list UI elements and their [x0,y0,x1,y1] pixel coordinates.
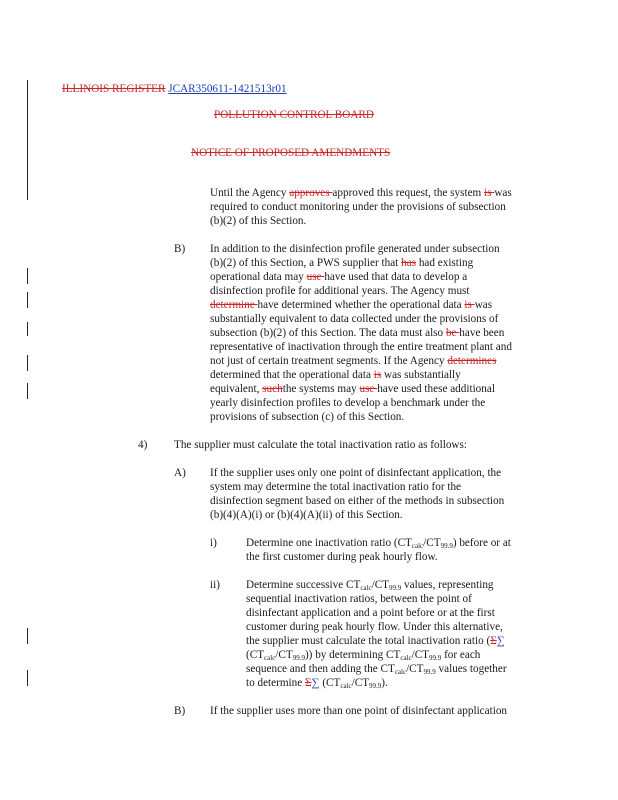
paragraph-line: determine have determined whether the operational data is was [210,299,493,311]
paragraph-line: subsection (b)(2) of this Section. The data must also be have been [210,327,505,339]
paragraph-line: the supplier must calculate the total inactivation ratio (Σ∑ [246,635,505,647]
paragraph-line: In addition to the disinfection profile generated under subsection [210,243,500,255]
paragraph-line: disinfection profile for additional years. The Agency must [210,285,470,297]
paragraph-line: disinfection segment based on either of the methods in subsection [210,495,505,507]
paragraph-line: sequential inactivation ratios, between the point of [246,593,472,605]
paragraph-line: yearly disinfection profiles to develop a benchmark under the [210,397,486,409]
item-marker: i) [210,537,217,549]
item-marker: A) [174,467,186,479]
paragraph-line: determined that the operational data is was substantially [210,369,461,381]
paragraph-line: required to conduct monitoring under the provisions of subsection [210,201,506,213]
change-bar [27,628,28,644]
change-bar [27,322,28,336]
item-marker: B) [174,243,186,255]
change-bar [27,383,28,399]
change-bar [27,670,28,686]
jcar-code: JCAR350611-1421513r01 [168,83,287,95]
paragraph-line: operational data may use have used that data to develop a [210,271,468,283]
paragraph-line: Determine one inactivation ratio $(CT_{calc}/CT_{99.9})$ before or at [246,537,511,550]
change-bar [27,355,28,371]
paragraph-line: (b)(2) of this Section, a PWS supplier that has had existing [210,257,474,269]
paragraph-line: provisions of subsection (c) of this Section. [210,411,405,423]
register-title: ILLINOIS REGISTER [62,83,166,95]
paragraph-line: substantially equivalent to data collected under the provisions of [210,313,499,325]
paragraph-line: equivalent, suchthe systems may use have used these additional [210,383,495,395]
paragraph-line: If the supplier uses more than one point of disinfectant application [210,705,508,717]
paragraph-line: Determine successive $CT_{calc}/CT_{99.9}$ values, representing [246,579,494,592]
paragraph-line: not just of certain treatment segments. If the Agency determines [210,355,497,367]
paragraph-line: $(CT_{calc}/CT_{99.9})$) by determining $CT_{calc}/CT_{99.9}$ for each [246,649,481,662]
paragraph-line: customer during peak hourly flow. Under this alternative, [246,621,503,633]
register-header [62,82,287,96]
item-marker: 4) [138,439,148,451]
paragraph-line: (b)(4)(A)(i) or (b)(4)(A)(ii) of this Section. [210,509,403,521]
paragraph-line: (b)(2) of this Section. [210,215,307,227]
change-bar [27,268,28,284]
board-title: POLLUTION CONTROL BOARD [214,109,374,121]
paragraph-line: The supplier must calculate the total inactivation ratio as follows: [174,439,467,451]
item-marker: B) [174,705,186,717]
paragraph-line: system may determine the total inactivation ratio for the [210,481,462,493]
paragraph-line: Until the Agency approves approved this request, the system is was [210,187,512,199]
item-marker: ii) [210,579,220,591]
change-bar [27,292,28,308]
paragraph-line: representative of inactivation through the entire treatment plant and [210,341,512,353]
notice-title: NOTICE OF PROPOSED AMENDMENTS [191,147,391,159]
paragraph-line: sequence and then adding the $CT_{calc}/CT_{99.9}$ values together [246,663,507,676]
paragraph-line: If the supplier uses only one point of disinfectant application, the [210,467,502,479]
change-bar [27,80,28,200]
paragraph-line: to determine Σ∑ $(CT_{calc}/CT_{99.9})$. [246,677,388,690]
paragraph-line: the first customer during peak hourly flow. [246,551,438,563]
paragraph-line: disinfectant application and a point before or at the first [246,607,495,619]
